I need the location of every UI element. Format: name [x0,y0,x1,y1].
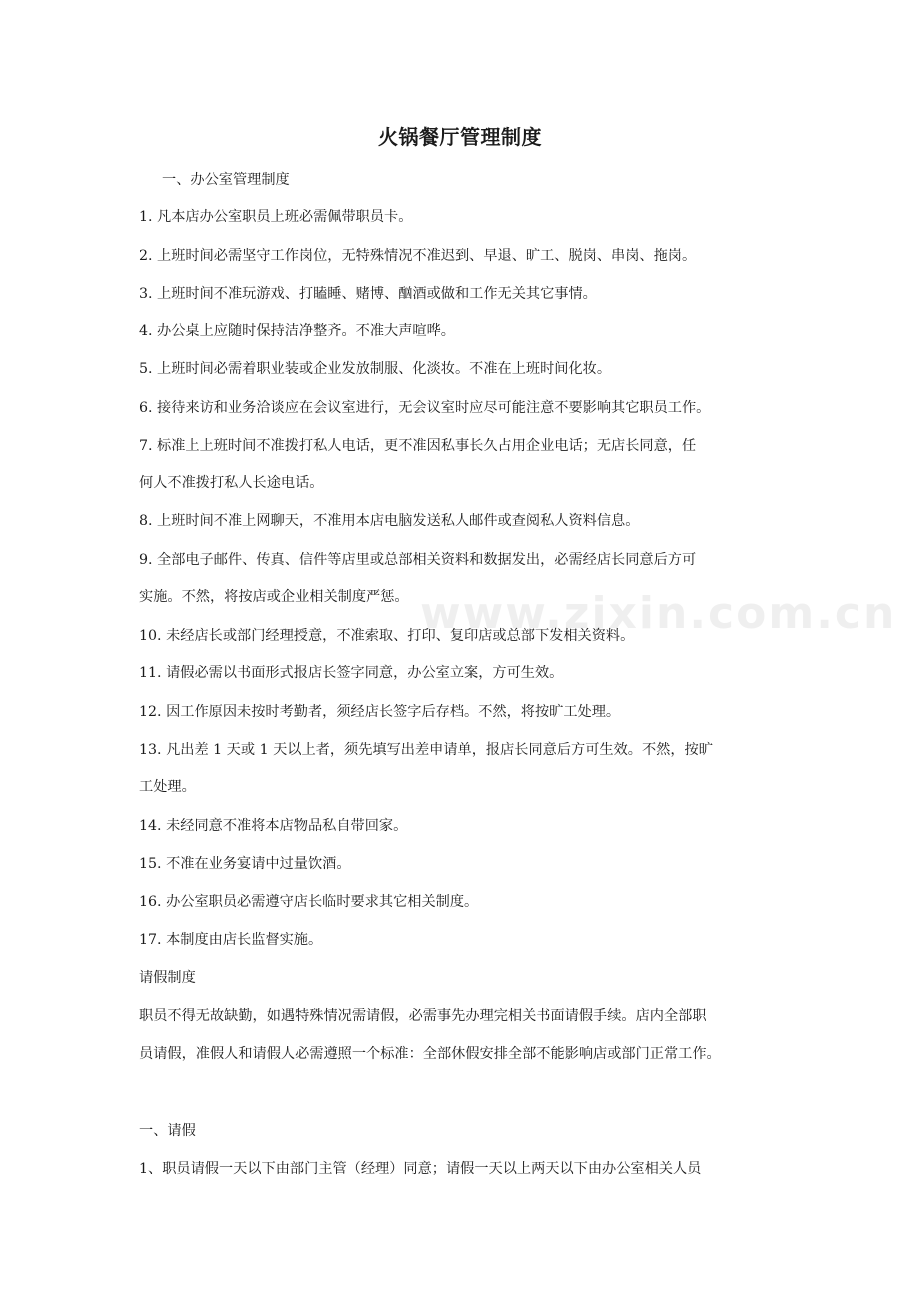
watermark: www.zixin.com.cn [420,588,897,639]
rule-line-continued: 工处理。 [139,779,196,795]
rule-line: 6. 接待来访和业务洽谈应在会议室进行，无会议室时应尽可能注意不要影响其它职员工作。 [139,400,711,416]
subsection-heading-leave-request: 一、请假 [139,1123,196,1139]
rule-line: 12. 因工作原因未按时考勤者，须经店长签字后存档。不然，将按旷工处理。 [139,704,621,720]
rule-line: 3. 上班时间不准玩游戏、打瞌睡、赌博、酗酒或做和工作无关其它事情。 [139,286,597,302]
rule-line: 10. 未经店长或部门经理授意，不准索取、打印、复印店或总部下发相关资料。 [139,628,635,644]
section-heading-leave: 请假制度 [139,970,196,986]
rule-line: 15. 不准在业务宴请中过量饮酒。 [139,856,351,872]
paragraph-line: 员请假，准假人和请假人必需遵照一个标准：全部休假安排全部不能影响店或部门正常工作。 [139,1046,721,1062]
rule-line: 8. 上班时间不准上网聊天，不准用本店电脑发送私人邮件或查阅私人资料信息。 [139,513,640,529]
rule-line: 17. 本制度由店长监督实施。 [139,932,323,948]
section-heading-office: 一、办公室管理制度 [162,172,290,188]
rule-line: 11. 请假必需以书面形式报店长签字同意，办公室立案，方可生效。 [139,665,564,681]
rule-line-continued: 何人不准拨打私人长途电话。 [139,475,324,491]
rule-line: 1、职员请假一天以下由部门主管（经理）同意；请假一天以上两天以下由办公室相关人员 [139,1161,702,1177]
rule-line: 9. 全部电子邮件、传真、信件等店里或总部相关资料和数据发出，必需经店长同意后方可 [139,552,697,568]
paragraph-line: 职员不得无故缺勤，如遇特殊情况需请假，必需事先办理完相关书面请假手续。店内全部职 [139,1008,707,1024]
rule-line-continued: 实施。不然，将按店或企业相关制度严惩。 [139,589,409,605]
rule-line: 1. 凡本店办公室职员上班必需佩带职员卡。 [139,209,413,225]
rule-line: 4. 办公桌上应随时保持洁净整齐。不准大声喧哗。 [139,323,455,339]
document-title: 火锅餐厅管理制度 [378,125,542,149]
rule-line: 5. 上班时间必需着职业装或企业发放制服、化淡妆。不准在上班时间化妆。 [139,361,612,377]
rule-line: 16. 办公室职员必需遵守店长临时要求其它相关制度。 [139,894,479,910]
rule-line: 13. 凡出差 1 天或 1 天以上者，须先填写出差申请单，报店长同意后方可生效。不然，按旷 [139,742,713,758]
rule-line: 2. 上班时间必需坚守工作岗位，无特殊情况不准迟到、早退、旷工、脱岗、串岗、拖岗。 [139,248,697,264]
rule-line: 14. 未经同意不准将本店物品私自带回家。 [139,818,408,834]
rule-line: 7. 标准上上班时间不准拨打私人电话，更不准因私事长久占用企业电话；无店长同意，任 [139,438,697,454]
